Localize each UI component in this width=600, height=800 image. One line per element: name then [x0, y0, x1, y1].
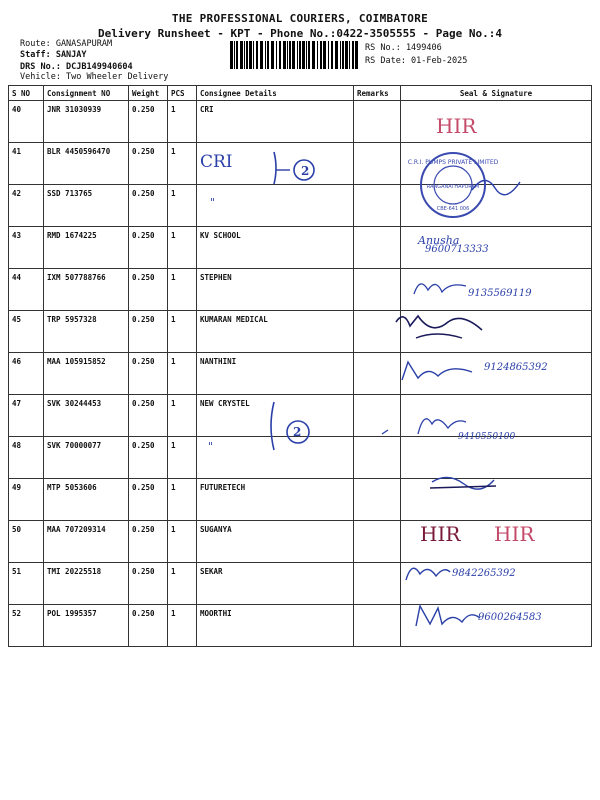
row-pcs: 1 — [168, 227, 197, 269]
signature-futuretech — [428, 470, 498, 496]
row-remarks — [354, 143, 401, 185]
barcode-bar — [340, 41, 341, 69]
barcode-bar — [279, 41, 281, 69]
barcode-bar — [249, 41, 252, 69]
row-sno: 49 — [9, 479, 44, 521]
table-row — [9, 311, 592, 353]
row-remarks — [354, 269, 401, 311]
handwritten-sekar-phone: 9842265392 — [452, 568, 516, 579]
row-weight: 0.250 — [129, 521, 168, 563]
row-sno: 50 — [9, 521, 44, 563]
row-sno: 43 — [9, 227, 44, 269]
row-consignment-no: TMI 20225518 — [44, 563, 129, 605]
row-weight: 0.250 — [129, 101, 168, 143]
handwritten-48-phone: 9410550100 — [458, 432, 516, 442]
barcode-bar — [246, 41, 248, 69]
barcode-bar — [292, 41, 295, 69]
barcode-bar — [267, 41, 269, 69]
row-weight: 0.250 — [129, 269, 168, 311]
barcode-bar — [240, 41, 243, 69]
barcode-bar — [349, 41, 350, 69]
vehicle-label: Vehicle: Two Wheeler Delivery — [20, 72, 169, 82]
signature-48 — [378, 404, 468, 444]
handwritten-nanthini-phone: 9124865392 — [484, 362, 548, 373]
row-pcs: 1 — [168, 395, 197, 437]
table-row — [9, 227, 592, 269]
barcode-bar — [328, 41, 329, 69]
row-consignment-no: TRP 5957328 — [44, 311, 129, 353]
signature-sekar — [402, 558, 452, 586]
row-consignment-no: POL 1995357 — [44, 605, 129, 647]
barcode-image — [230, 41, 358, 69]
barcode-bar — [265, 41, 266, 69]
table-row — [9, 479, 592, 521]
handwritten-cri: CRI — [200, 152, 233, 172]
row-consignment-no: RMD 1674225 — [44, 227, 129, 269]
row-consignment-no: JNR 31030939 — [44, 101, 129, 143]
ditto-mark-b: " — [208, 440, 214, 453]
barcode-bar — [297, 41, 298, 69]
barcode-bar — [283, 41, 286, 69]
signature-nanthini — [398, 358, 478, 384]
staff-label: Staff: SANJAY — [20, 50, 87, 60]
ditto-mark-a: " — [210, 196, 216, 209]
row-sno: 46 — [9, 353, 44, 395]
row-sno: 51 — [9, 563, 44, 605]
barcode-bar — [320, 41, 322, 69]
row-consignment-no: BLR 4450596470 — [44, 143, 129, 185]
row-weight: 0.250 — [129, 185, 168, 227]
barcode-bar — [260, 41, 263, 69]
header-seal-signature: Seal & Signature — [401, 86, 592, 101]
row-sno: 47 — [9, 395, 44, 437]
bracket-mark — [270, 148, 320, 188]
signature-41 — [470, 170, 530, 200]
row-consignee: CRI — [197, 101, 354, 143]
barcode-bar — [335, 41, 338, 69]
row-weight: 0.250 — [129, 479, 168, 521]
drs-number: DRS No.: DCJB149940604 — [20, 62, 133, 72]
row-weight: 0.250 — [129, 437, 168, 479]
row-remarks — [354, 353, 401, 395]
barcode-bar — [289, 41, 291, 69]
row-consignment-no: MAA 105915852 — [44, 353, 129, 395]
barcode-bar — [276, 41, 277, 69]
barcode-bar — [352, 41, 354, 69]
rs-info — [365, 42, 467, 68]
barcode-bar — [299, 41, 301, 69]
row-remarks — [354, 521, 401, 563]
row-consignment-no: IXM 507788766 — [44, 269, 129, 311]
row-pcs: 1 — [168, 437, 197, 479]
stamp-city: RANGANATHAPURAM — [426, 184, 480, 190]
row-sno: 42 — [9, 185, 44, 227]
row-consignee: MOORTHI — [197, 605, 354, 647]
header-remarks: Remarks — [354, 86, 401, 101]
row-weight: 0.250 — [129, 563, 168, 605]
barcode-bar — [287, 41, 288, 69]
barcode-bar — [234, 41, 235, 69]
barcode-bar — [317, 41, 318, 69]
barcode-bar — [312, 41, 315, 69]
runsheet-title: Delivery Runsheet - KPT - Phone No.:0422-3505555 - Page No.:4 — [98, 27, 502, 40]
row-consignee: STEPHEN — [197, 269, 354, 311]
row-weight: 0.250 — [129, 143, 168, 185]
row-pcs: 1 — [168, 521, 197, 563]
row-pcs: 1 — [168, 605, 197, 647]
circled-number-b: 2 — [293, 425, 302, 439]
row-consignee: NEW CRYSTEL — [197, 395, 354, 437]
rs-number: RS No.: 1499406 — [365, 43, 442, 53]
row-seal-signature — [401, 101, 592, 143]
bracket-mark-b — [260, 396, 320, 456]
row-pcs: 1 — [168, 353, 197, 395]
barcode-bar — [271, 41, 274, 69]
barcode-bar — [256, 41, 258, 69]
table-header-row — [9, 86, 592, 101]
signature-stephen — [410, 274, 470, 300]
row-sno: 44 — [9, 269, 44, 311]
barcode-bar — [308, 41, 310, 69]
barcode-bar — [331, 41, 333, 69]
rs-date: RS Date: 01-Feb-2025 — [365, 56, 468, 66]
table-row — [9, 101, 592, 143]
company-title: THE PROFESSIONAL COURIERS, COIMBATORE — [171, 12, 429, 25]
barcode-bar — [253, 41, 254, 69]
row-weight: 0.250 — [129, 227, 168, 269]
handwritten-hir-50b: HIR — [494, 522, 535, 546]
row-consignment-no: MTP 5053606 — [44, 479, 129, 521]
row-weight: 0.250 — [129, 311, 168, 353]
header-consignment: Consignment NO — [44, 86, 129, 101]
row-consignee: SUGANYA — [197, 521, 354, 563]
row-remarks — [354, 101, 401, 143]
route-label: Route: GANASAPURAM — [20, 39, 113, 49]
stamp-text: C.R.I. PUMPS PRIVATE LIMITED — [407, 159, 499, 166]
row-pcs: 1 — [168, 185, 197, 227]
row-pcs: 1 — [168, 269, 197, 311]
header-consignee: Consignee Details — [197, 86, 354, 101]
row-sno: 48 — [9, 437, 44, 479]
stamp-code: CBE-641 006 — [436, 206, 470, 212]
row-remarks — [354, 227, 401, 269]
row-consignee: NANTHINI — [197, 353, 354, 395]
row-consignment-no: SSD 713765 — [44, 185, 129, 227]
barcode-bar — [342, 41, 344, 69]
barcode-bar — [345, 41, 348, 69]
handwritten-hir-top: HIR — [436, 114, 477, 138]
signature-moorthi — [412, 602, 482, 632]
barcode-bar — [355, 41, 358, 69]
circled-number-a: 2 — [301, 164, 310, 178]
barcode-bar — [244, 41, 245, 69]
row-pcs: 1 — [168, 479, 197, 521]
header-pcs: PCS — [168, 86, 197, 101]
row-consignment-no: MAA 707209314 — [44, 521, 129, 563]
row-sno: 45 — [9, 311, 44, 353]
header-sno: S NO — [9, 86, 44, 101]
row-weight: 0.250 — [129, 395, 168, 437]
row-weight: 0.250 — [129, 353, 168, 395]
row-remarks — [354, 563, 401, 605]
signature-kumaran — [392, 308, 492, 344]
row-pcs: 1 — [168, 311, 197, 353]
row-consignment-no: SVK 30244453 — [44, 395, 129, 437]
barcode-bar — [230, 41, 233, 69]
table-row — [9, 353, 592, 395]
row-consignment-no: SVK 70000077 — [44, 437, 129, 479]
row-remarks — [354, 185, 401, 227]
header-weight: Weight — [129, 86, 168, 101]
handwritten-kv-sign: Anusha — [418, 234, 460, 247]
barcode-bar — [236, 41, 238, 69]
handwritten-moorthi-phone: 9600264583 — [478, 612, 542, 623]
handwritten-stephen-phone: 9135569119 — [468, 288, 532, 299]
barcode-bar — [302, 41, 305, 69]
barcode-bar — [323, 41, 326, 69]
row-pcs: 1 — [168, 143, 197, 185]
row-sno: 40 — [9, 101, 44, 143]
handwritten-hir-50a: HIR — [420, 522, 461, 546]
handwritten-kv-phone: 9600713333 — [425, 244, 489, 255]
row-weight: 0.250 — [129, 605, 168, 647]
row-remarks — [354, 479, 401, 521]
row-consignee: SEKAR — [197, 563, 354, 605]
row-consignee: KV SCHOOL — [197, 227, 354, 269]
row-sno: 52 — [9, 605, 44, 647]
row-pcs: 1 — [168, 101, 197, 143]
barcode-bar — [306, 41, 307, 69]
row-remarks — [354, 605, 401, 647]
row-consignee — [197, 185, 354, 227]
table-row — [9, 605, 592, 647]
row-sno: 41 — [9, 143, 44, 185]
row-consignee: FUTURETECH — [197, 479, 354, 521]
row-consignee: KUMARAN MEDICAL — [197, 311, 354, 353]
row-pcs: 1 — [168, 563, 197, 605]
